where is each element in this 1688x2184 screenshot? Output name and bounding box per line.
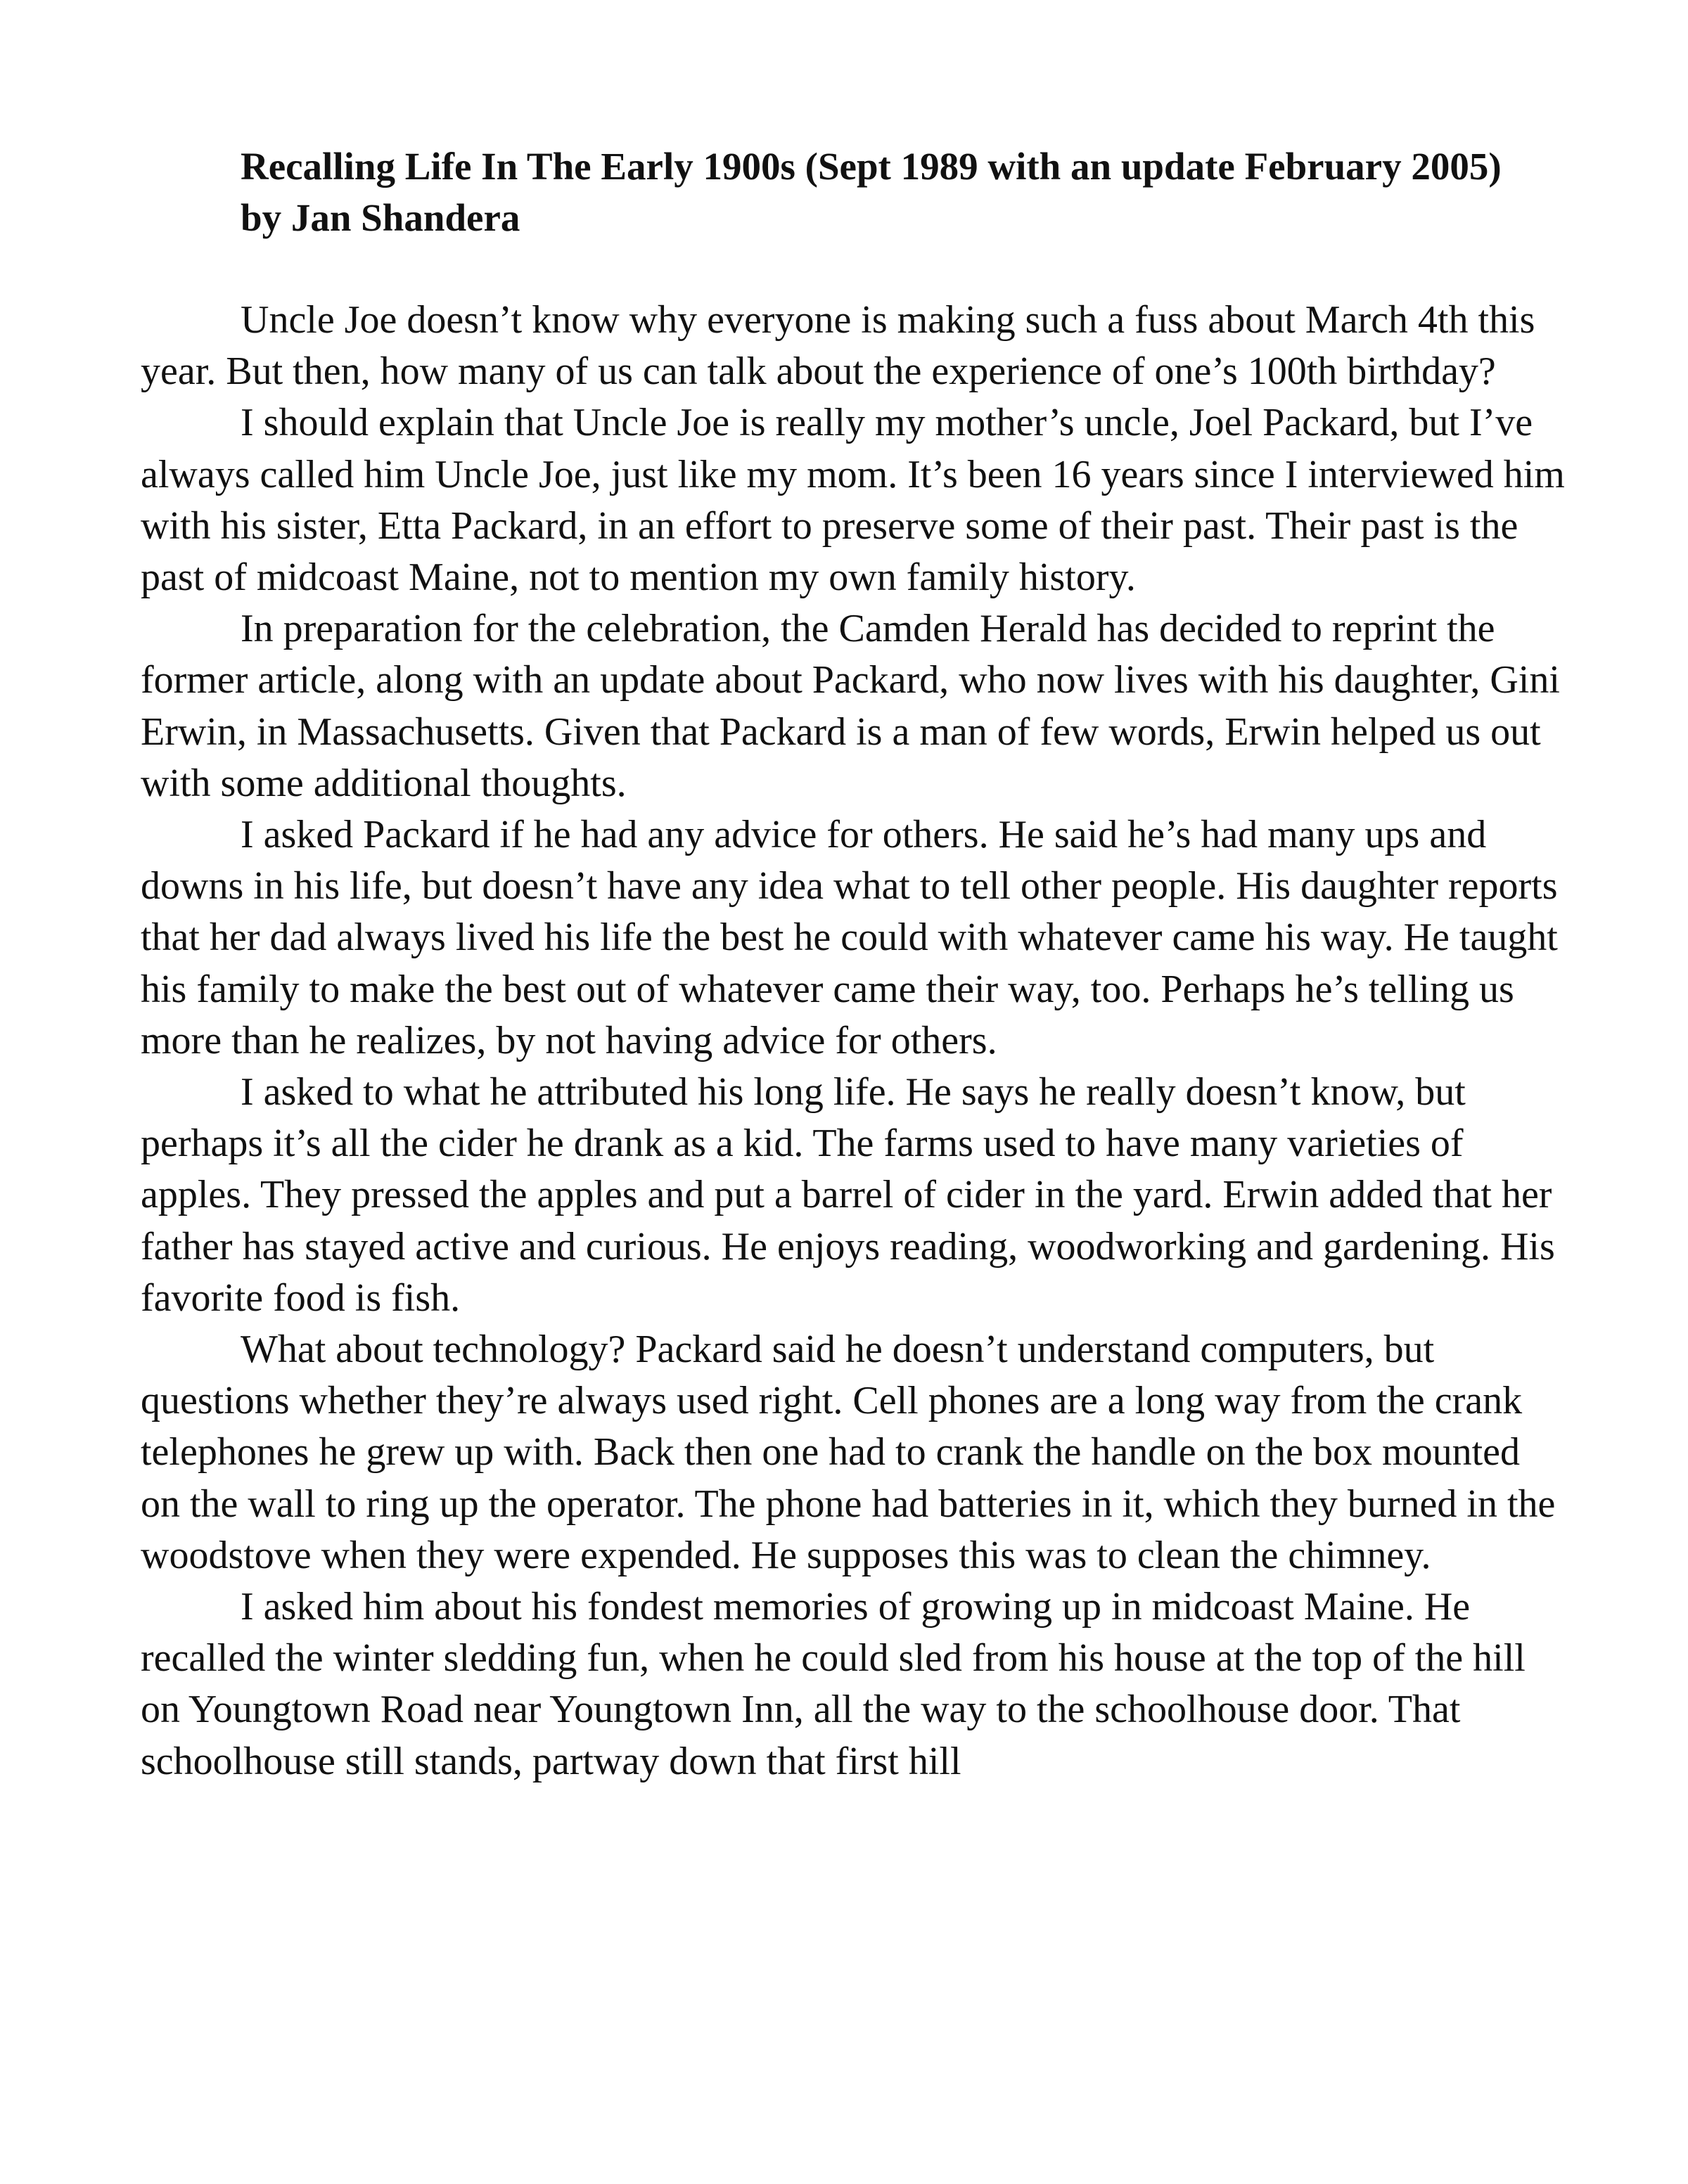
article-header bbox=[141, 141, 1568, 243]
paragraph: I should explain that Uncle Joe is really my mother’s uncle, Joel Packard, but I’ve always called him Uncle Joe, just like my mom. It’s been 16 years since I interviewed him with his sister, Etta Packard, in an effort to preserve some of their past. Their past is the past of midcoast Maine, not to mention my own family history. bbox=[141, 401, 1565, 600]
article-title: Recalling Life In The Early 1900s (Sept 1989 with an update February 2005) bbox=[241, 145, 1502, 188]
paragraph: Uncle Joe doesn’t know why everyone is making such a fuss about March 4th this year. But then, how many of us can talk about the experience of one’s 100th birthday? bbox=[141, 298, 1535, 394]
paragraph: I asked Packard if he had any advice for others. He said he’s had many ups and downs in his life, but doesn’t have any idea what to tell other people. His daughter reports that her dad always lived his life the best he could with whatever came his way. He taught his family to make the best out of whatever came their way, too. Perhaps he’s telling us more than he realizes, by not having advice for others. bbox=[141, 813, 1558, 1062]
paragraph: In preparation for the celebration, the Camden Herald has decided to reprint the former article, along with an update about Packard, who now lives with his daughter, Gini Erwin, in Massachusetts. Given that Packard is a man of few words, Erwin helped us out with some additional thoughts. bbox=[141, 607, 1560, 805]
article-body bbox=[141, 295, 1568, 1787]
paragraph: What about technology? Packard said he doesn’t understand computers, but questions whether they’re always used right. Cell phones are a long way from the crank telephones he grew up with. Back then one had to crank the handle on the box mounted on the wall to ring up the operator. The phone had batteries in it, which they burned in the woodstove when they were expended. He supposes this was to clean the chimney. bbox=[141, 1328, 1556, 1577]
article-byline: by Jan Shandera bbox=[241, 196, 520, 239]
paragraph: I asked to what he attributed his long life. He says he really doesn’t know, but perhaps it’s all the cider he drank as a kid. The farms used to have many varieties of apples. They pressed the apples and put a barrel of cider in the yard. Erwin added that her father has stayed active and curious. He enjoys reading, woodworking and gardening. His favorite food is fish. bbox=[141, 1070, 1555, 1320]
paragraph: I asked him about his fondest memories of growing up in midcoast Maine. He recalled the winter sledding fun, when he could sled from his house at the top of the hill on Youngtown Road near Youngtown Inn, all the way to the schoolhouse door. That schoolhouse still stands, partway down that first hill bbox=[141, 1585, 1526, 1783]
document-page bbox=[141, 141, 1568, 1787]
